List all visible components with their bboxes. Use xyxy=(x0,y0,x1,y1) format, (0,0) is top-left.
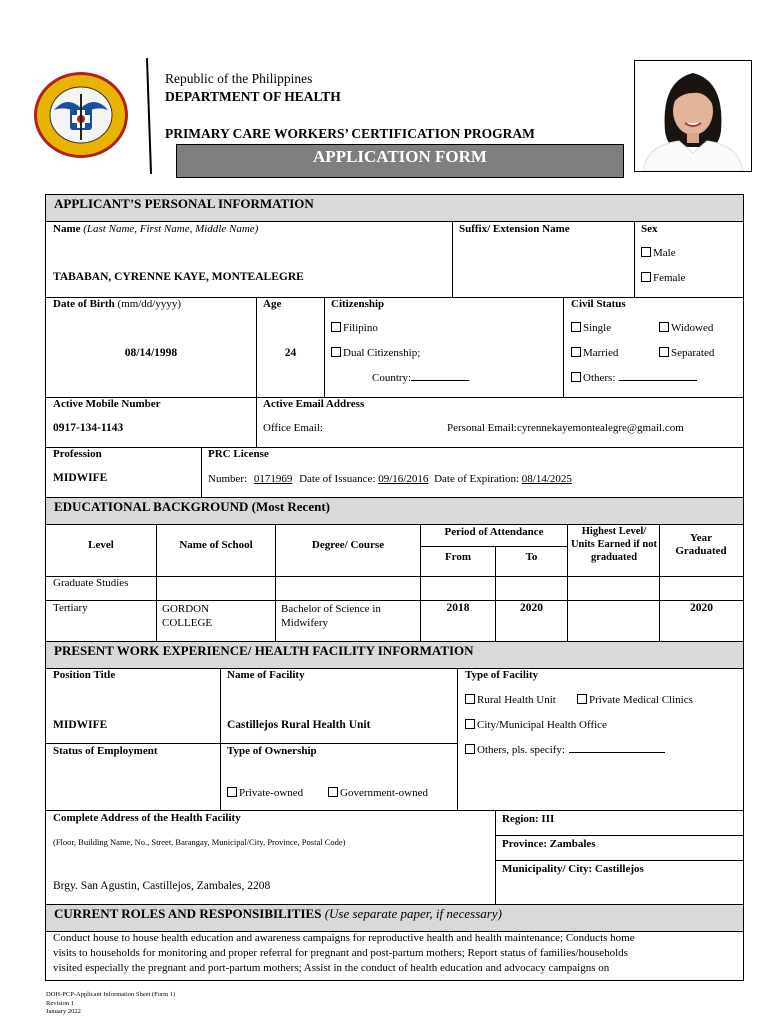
edu-r2-degree-text: Bachelor of Science in Midwifery xyxy=(281,603,381,629)
checkbox-icon xyxy=(659,322,669,332)
civil-others-blank xyxy=(619,380,697,381)
sex-label: Sex xyxy=(641,223,658,235)
personal-email-value: cyrennekayemontealegre@gmail.com xyxy=(516,422,684,434)
prc-number-value: 0171969 xyxy=(253,473,293,485)
prc-details xyxy=(208,473,572,485)
citizenship-dual-option[interactable] xyxy=(331,347,420,359)
checkbox-icon xyxy=(227,787,237,797)
ownership-private-option[interactable] xyxy=(227,787,303,799)
edu-col-year: Year Graduated xyxy=(675,532,727,557)
ownership-private-label: Private-owned xyxy=(239,787,304,799)
footer-date: January 2022 xyxy=(46,1008,81,1015)
edu-r2-highest xyxy=(567,600,660,642)
ownership-gov-label: Government-owned xyxy=(340,787,428,799)
region-label: Region: III xyxy=(502,813,555,825)
roles-line-2: visits to households for monitoring and proper referral for pregnant and post-partum mothers; Report status of families/households xyxy=(53,947,628,959)
edu-r1-degree xyxy=(275,576,421,601)
edu-r1-year xyxy=(659,576,744,601)
edu-r2-to-text: 2020 xyxy=(520,602,543,614)
edu-r2-from-text: 2018 xyxy=(446,602,470,614)
edu-r2-year-text: 2020 xyxy=(690,602,713,614)
address-label: Complete Address of the Health Facility xyxy=(53,812,241,824)
roles-line-3: visited especially the pregnant and port-partum mothers; Assist in the conduct of health education and advocacy campaigns on xyxy=(53,962,610,974)
doh-seal xyxy=(32,70,130,160)
edu-col-level: Level xyxy=(88,539,114,551)
checkbox-icon xyxy=(465,744,475,754)
sex-female-label: Female xyxy=(653,272,686,284)
type-rural-label: Rural Health Unit xyxy=(477,694,556,706)
edu-r1-school xyxy=(156,576,276,601)
header-department: DEPARTMENT OF HEALTH xyxy=(165,89,341,104)
citizenship-label: Citizenship xyxy=(331,298,385,310)
civil-widowed-label: Widowed xyxy=(671,322,714,334)
dob-value: 08/14/1998 xyxy=(124,347,178,359)
edu-r1-highest xyxy=(567,576,660,601)
province-label: Province: Zambales xyxy=(502,838,596,850)
country-blank xyxy=(411,380,469,381)
checkbox-icon xyxy=(571,347,581,357)
position-label: Position Title xyxy=(53,669,116,681)
citizenship-filipino-option[interactable] xyxy=(331,322,378,334)
roles-line-1: Conduct house to house health education and awareness campaigns for reproductive health and health maintenance; Conducts home xyxy=(53,932,635,944)
name-label-wrap xyxy=(53,223,258,235)
checkbox-icon xyxy=(577,694,587,704)
edu-col-from: From xyxy=(444,551,472,563)
type-facility-label: Type of Facility xyxy=(465,669,539,681)
civil-label: Civil Status xyxy=(571,298,626,310)
prc-label: PRC License xyxy=(208,448,269,460)
type-city-option[interactable] xyxy=(465,719,607,731)
checkbox-icon xyxy=(641,272,651,282)
sex-female-option[interactable] xyxy=(641,272,685,284)
work-section-header: PRESENT WORK EXPERIENCE/ HEALTH FACILITY INFORMATION xyxy=(45,641,744,669)
address-hint: (Floor, Building Name, No., Street, Barangay, Municipal/City, Province, Postal Code) xyxy=(53,837,346,847)
type-others-label: Others, pls. specify: xyxy=(477,744,565,756)
civil-married-option[interactable] xyxy=(571,347,618,359)
name-hint: (Last Name, First Name, Middle Name) xyxy=(83,223,259,235)
edu-col-to: To xyxy=(525,551,538,563)
position-value: MIDWIFE xyxy=(53,719,108,731)
edu-r1-level-text: Graduate Studies xyxy=(53,577,129,589)
civil-married-label: Married xyxy=(583,347,619,359)
applicant-photo xyxy=(634,60,752,172)
edu-col-school: Name of School xyxy=(179,539,253,551)
civil-others-option[interactable] xyxy=(571,372,697,384)
personal-email-label: Personal Email: xyxy=(447,422,517,434)
type-others-option[interactable] xyxy=(465,744,665,756)
roles-hint: (Use separate paper, if necessary) xyxy=(324,906,502,921)
type-facility-cell xyxy=(457,668,744,811)
dob-hint: (mm/dd/yyyy) xyxy=(117,298,182,310)
footer-form-code: DOH-PCP-Applicant Information Sheet (Form 1) xyxy=(46,991,176,998)
mobile-value: 0917-134-1143 xyxy=(53,422,124,434)
country-field[interactable] xyxy=(372,372,469,384)
email-label: Active Email Address xyxy=(263,398,365,410)
prc-expiration-value: 08/14/2025 xyxy=(521,473,572,485)
name-label: Name xyxy=(53,223,81,235)
prc-issuance-label: Date of Issuance: xyxy=(299,473,376,485)
type-private-option[interactable] xyxy=(577,694,693,706)
type-city-label: City/Municipal Health Office xyxy=(477,719,607,731)
dob-label-wrap xyxy=(53,298,181,310)
edu-r2-school-text: GORDON COLLEGE xyxy=(162,603,213,629)
facility-label: Name of Facility xyxy=(227,669,305,681)
type-rural-option[interactable] xyxy=(465,694,556,706)
header-divider xyxy=(146,58,152,174)
age-label: Age xyxy=(263,298,282,310)
personal-section-header: APPLICANT’S PERSONAL INFORMATION xyxy=(45,194,744,222)
sex-male-label: Male xyxy=(653,247,676,259)
header-republic: Republic of the Philippines xyxy=(165,71,313,86)
personal-email-field xyxy=(447,422,684,434)
edu-r2-level-text: Tertiary xyxy=(53,602,88,614)
checkbox-icon xyxy=(331,322,341,332)
roles-section-header xyxy=(45,904,744,932)
sex-male-option[interactable] xyxy=(641,247,676,259)
checkbox-icon xyxy=(571,372,581,382)
edu-col-period: Period of Attendance xyxy=(444,526,544,538)
education-section-header: EDUCATIONAL BACKGROUND (Most Recent) xyxy=(45,497,744,525)
checkbox-icon xyxy=(571,322,581,332)
edu-col-highest: Highest Level/ Units Earned if not graduated xyxy=(570,526,658,563)
office-email-label: Office Email: xyxy=(263,422,323,434)
form-title: APPLICATION FORM xyxy=(176,144,624,178)
profession-value: MIDWIFE xyxy=(53,472,108,484)
checkbox-icon xyxy=(659,347,669,357)
footer-revision: Revision 1 xyxy=(46,1000,74,1007)
civil-separated-label: Separated xyxy=(671,347,715,359)
profession-label: Profession xyxy=(53,448,102,460)
type-private-label: Private Medical Clinics xyxy=(589,694,693,706)
civil-single-label: Single xyxy=(583,322,612,334)
address-value: Brgy. San Agustin, Castillejos, Zambales, 2208 xyxy=(53,880,271,892)
prc-expiration-label: Date of Expiration: xyxy=(434,473,520,485)
citizenship-dual-label: Dual Citizenship; xyxy=(343,347,421,359)
status-label: Status of Employment xyxy=(53,745,158,757)
ownership-label: Type of Ownership xyxy=(227,745,317,757)
civil-separated-option[interactable] xyxy=(659,347,714,359)
prc-number-label: Number: xyxy=(208,473,248,485)
civil-widowed-option[interactable] xyxy=(659,322,713,334)
country-label: Country: xyxy=(372,372,412,384)
name-value: TABABAN, CYRENNE KAYE, MONTEALEGRE xyxy=(53,271,304,283)
type-others-blank xyxy=(569,752,665,753)
checkbox-icon xyxy=(641,247,651,257)
dob-label: Date of Birth xyxy=(53,298,115,310)
edu-r1-from xyxy=(420,576,496,601)
municipality-label: Municipality/ City: Castillejos xyxy=(502,863,644,875)
checkbox-icon xyxy=(328,787,338,797)
mobile-label: Active Mobile Number xyxy=(53,398,161,410)
checkbox-icon xyxy=(465,694,475,704)
roles-title: CURRENT ROLES AND RESPONSIBILITIES xyxy=(54,906,322,921)
age-value: 24 xyxy=(284,347,297,359)
header-program: PRIMARY CARE WORKERS’ CERTIFICATION PROGRAM xyxy=(165,126,535,141)
civil-single-option[interactable] xyxy=(571,322,611,334)
civil-others-label: Others: xyxy=(583,372,616,384)
checkbox-icon xyxy=(465,719,475,729)
checkbox-icon xyxy=(331,347,341,357)
citizenship-filipino-label: Filipino xyxy=(343,322,378,334)
edu-col-degree: Degree/ Course xyxy=(311,539,385,551)
suffix-label: Suffix/ Extension Name xyxy=(459,223,570,235)
prc-issuance-value: 09/16/2016 xyxy=(378,473,429,485)
facility-value: Castillejos Rural Health Unit xyxy=(227,719,371,731)
edu-r1-to xyxy=(495,576,568,601)
ownership-gov-option[interactable] xyxy=(328,787,428,799)
